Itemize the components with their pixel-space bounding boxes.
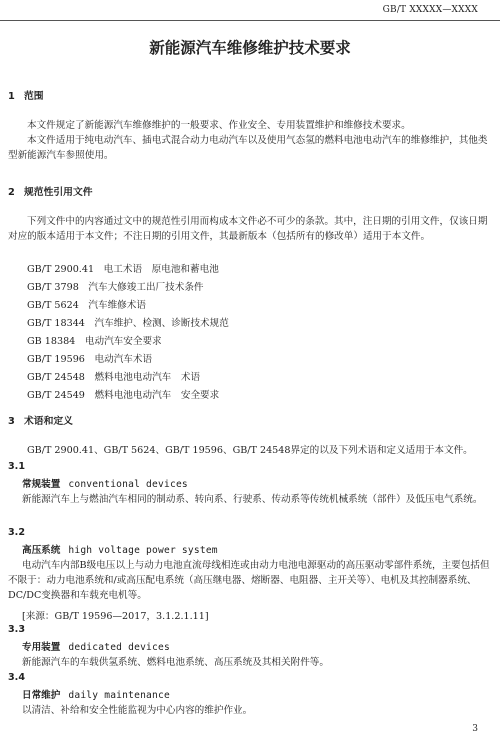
- term-zh: 常规装置: [22, 479, 61, 490]
- section-1-heading: [8, 88, 44, 102]
- section-title: 规范性引用文件: [24, 187, 93, 198]
- term-heading: [22, 542, 218, 556]
- section-1-para-2: 本文件适用于纯电动汽车、插电式混合动力电动汽车以及使用气态氢的燃料电池电动汽车的维修维护，其他类型新能源汽车参照使用。: [8, 135, 488, 161]
- term-heading: [22, 476, 188, 490]
- term-en: high voltage power system: [68, 545, 218, 556]
- section-title: 范围: [24, 91, 44, 102]
- section-1-para-1: 本文件规定了新能源汽车维修维护的一般要求、作业安全、专用装置维护和维修技术要求。: [27, 120, 411, 131]
- section-number: 2: [8, 187, 15, 198]
- reference-item: GB/T 5624 汽车维修术语: [27, 300, 146, 311]
- reference-item: GB/T 24549 燃料电池电动汽车 安全要求: [27, 390, 220, 401]
- term-zh: 专用装置: [22, 642, 61, 653]
- section-title: 术语和定义: [24, 416, 73, 427]
- term-number: 3.1: [8, 461, 25, 472]
- term-number: 3.2: [8, 527, 25, 538]
- reference-item: GB/T 18344 汽车维护、检测、诊断技术规范: [27, 318, 229, 329]
- term-definition: 电动汽车内部B级电压以上与动力电池直流母线相连或由动力电池电源驱动的高压驱动零部件系统，主要包括但不限于：动力电池系统和/或高压配电系统（高压继电器、熔断器、电阻器、主开关等）、电机及其控制器系统、DC/DC变换器和车载充电机等。: [8, 560, 490, 601]
- term-definition: 新能源汽车的车载供氢系统、燃料电池系统、高压系统及其相关附件等。: [22, 657, 329, 668]
- term-definition: 新能源汽车上与燃油汽车相同的制动系、转向系、行驶系、传动系等传统机械系统（部件）及低压电气系统。: [22, 494, 483, 505]
- standard-number: GB/T XXXXX—XXXX: [382, 5, 478, 15]
- page-number: 3: [472, 724, 478, 734]
- term-number: 3.3: [8, 624, 25, 635]
- section-2-heading: [8, 184, 93, 198]
- term-en: daily maintenance: [68, 690, 170, 701]
- term-en: conventional devices: [68, 479, 188, 490]
- reference-item: GB/T 24548 燃料电池电动汽车 术语: [27, 372, 201, 383]
- term-en: dedicated devices: [68, 642, 170, 653]
- term-source: [来源：GB/T 19596—2017，3.1.2.1.11]: [22, 611, 209, 622]
- section-3-heading: [8, 413, 73, 427]
- section-number: 1: [8, 91, 15, 102]
- section-number: 3: [8, 416, 15, 427]
- term-heading: [22, 639, 170, 653]
- term-definition: 以清洁、补给和安全性能监视为中心内容的维护作业。: [22, 705, 253, 716]
- term-number: 3.4: [8, 672, 25, 683]
- header-rule: [0, 20, 500, 21]
- document-title: 新能源汽车维修维护技术要求: [149, 39, 351, 57]
- term-zh: 日常维护: [22, 690, 61, 701]
- section-3-para-1: GB/T 2900.41、GB/T 5624、GB/T 19596、GB/T 24548界定的以及下列术语和定义适用于本文件。: [27, 445, 473, 456]
- reference-item: GB 18384 电动汽车安全要求: [27, 336, 162, 347]
- term-zh: 高压系统: [22, 545, 61, 556]
- term-heading: [22, 687, 170, 701]
- section-2-para-1: 下列文件中的内容通过文中的规范性引用而构成本文件必不可少的条款。其中，注日期的引用文件，仅该日期对应的版本适用于本文件；不注日期的引用文件，其最新版本（包括所有的修改单）适用于本文件。: [8, 216, 488, 242]
- reference-item: GB/T 19596 电动汽车术语: [27, 354, 153, 365]
- reference-item: GB/T 2900.41 电工术语 原电池和蓄电池: [27, 264, 219, 275]
- reference-item: GB/T 3798 汽车大修竣工出厂技术条件: [27, 282, 204, 293]
